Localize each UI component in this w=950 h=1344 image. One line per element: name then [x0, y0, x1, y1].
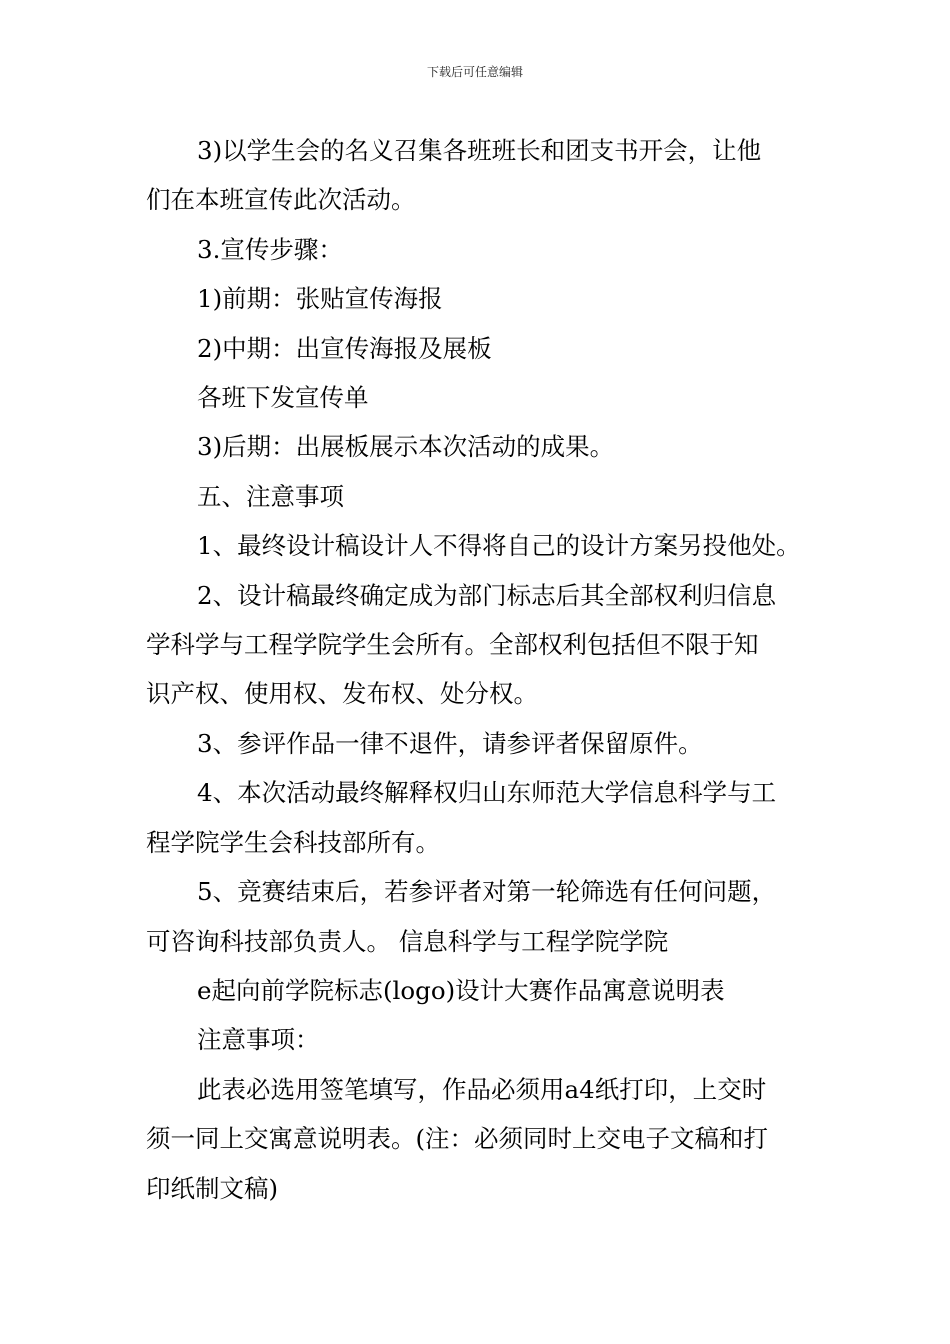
body-line: 4、本次活动最终解释权归山东师范大学信息科学与工 [197, 778, 777, 808]
body-line: 们在本班宣传此次活动。 [146, 185, 416, 215]
body-line: 2、设计稿最终确定成为部门标志后其全部权利归信息 [197, 580, 777, 610]
document-body [146, 126, 808, 1213]
body-line: 各班下发宣传单 [197, 383, 369, 413]
form-title: e起向前学院标志(logo)设计大赛作品寓意说明表 [197, 975, 725, 1005]
body-line: 可咨询科技部负责人。 信息科学与工程学院学院 [146, 926, 669, 956]
page-header: 下载后可任意编辑 [426, 65, 523, 79]
section-heading: 3.宣传步骤： [197, 234, 343, 264]
section-heading: 注意事项： [197, 1025, 320, 1055]
body-line: 3)以学生会的名义召集各班班长和团支书开会，让他 [197, 136, 762, 165]
body-line: 5、竞赛结束后，若参评者对第一轮筛选有任何问题， [197, 877, 777, 907]
body-line: 3)后期：出展板展示本次活动的成果。 [197, 432, 615, 462]
body-line: 此表必选用签笔填写，作品必须用a4纸打印，上交时 [197, 1074, 767, 1104]
body-line: 须一同上交寓意说明表。(注：必须同时上交电子文稿和打 [146, 1124, 769, 1154]
body-line: 学科学与工程学院学生会所有。全部权利包括但不限于知 [146, 630, 759, 660]
body-line: 程学院学生会科技部所有。 [146, 827, 440, 857]
body-line: 2)中期：出宣传海报及展板 [197, 333, 492, 363]
body-line: 1)前期：张贴宣传海报 [197, 284, 443, 314]
section-heading: 五、注意事项 [197, 481, 344, 511]
body-line: 1、最终设计稿设计人不得将自己的设计方案另投他处。 [197, 531, 801, 561]
body-line: 印纸制文稿) [146, 1173, 279, 1203]
body-line: 识产权、使用权、发布权、处分权。 [146, 679, 538, 709]
body-line: 3、参评作品一律不退件，请参评者保留原件。 [197, 728, 703, 758]
